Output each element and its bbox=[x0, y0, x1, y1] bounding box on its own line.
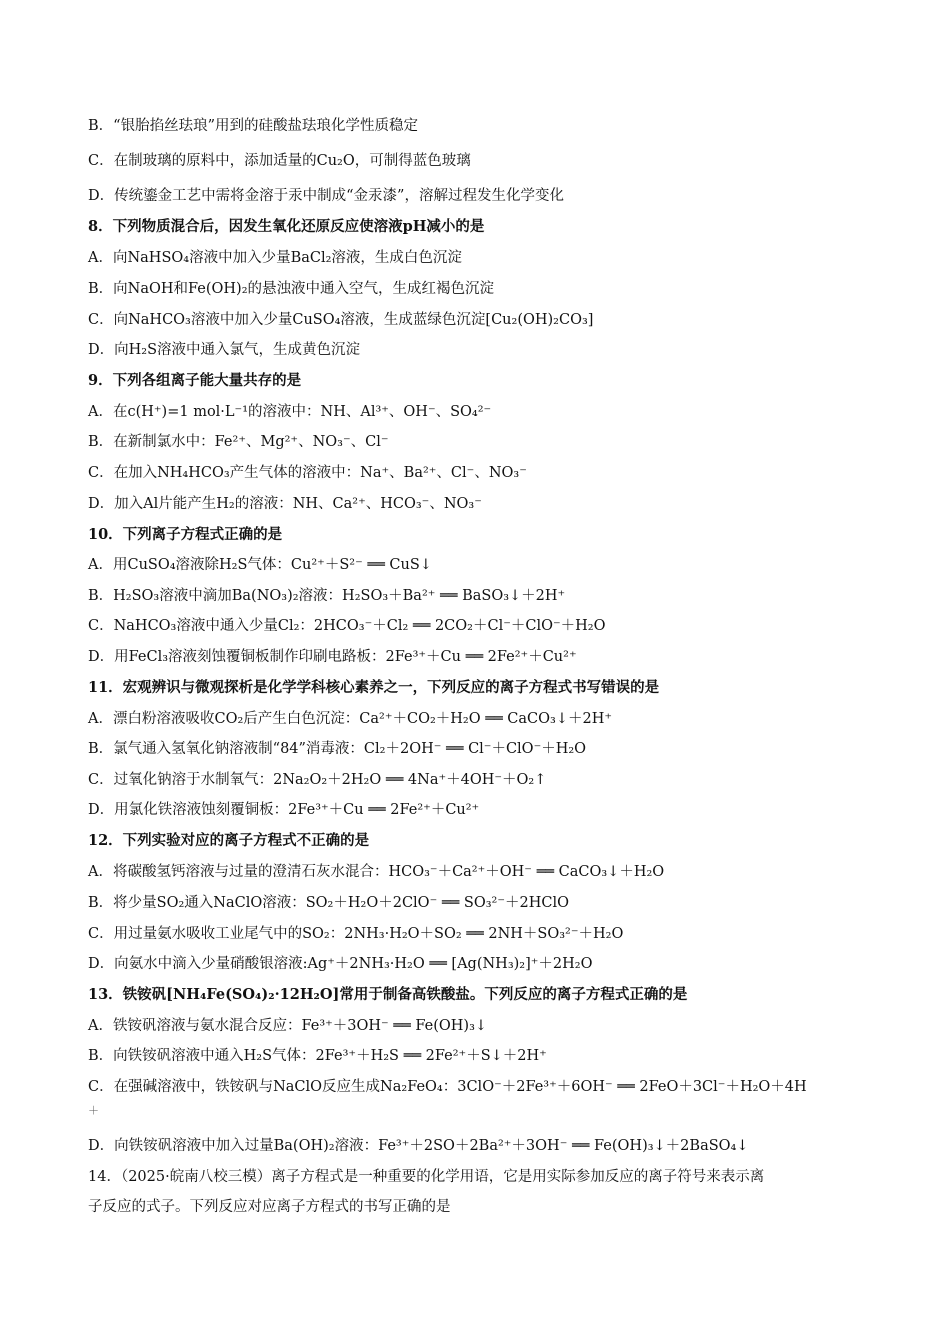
option-a-8: A．向NaHSO₄溶液中加入少量BaCl₂溶液，生成白色沉淀 bbox=[88, 250, 462, 266]
option-d-9: D．加入Al片能产生H₂的溶液：NH、Ca²⁺、HCO₃⁻、NO₃⁻ bbox=[88, 496, 482, 512]
option-d-8: D．向H₂S溶液中通入氯气，生成黄色沉淀 bbox=[88, 342, 361, 358]
question-12: 12．下列实验对应的离子方程式不正确的是 bbox=[88, 832, 370, 849]
question-13: 13．铁铵矾[NH₄Fe(SO₄)₂·12H₂O]常用于制备高铁酸盐。下列反应的离子方程式正确的是 bbox=[88, 986, 688, 1003]
option-c-13-continued: ＋ bbox=[88, 1104, 99, 1117]
option-c-11: C．过氧化钠溶于水制氧气：2Na₂O₂＋2H₂O ══ 4Na⁺＋4OH⁻＋O₂↑ bbox=[88, 772, 547, 788]
option-a-10: A．用CuSO₄溶液除H₂S气体：Cu²⁺＋S²⁻ ══ CuS↓ bbox=[88, 557, 432, 573]
option-b-12: B．将少量SO₂通入NaClO溶液：SO₂＋H₂O＋2ClO⁻ ══ SO₃²⁻＋2HClO bbox=[88, 895, 569, 911]
option-c-7: C．在制玻璃的原料中，添加适量的Cu₂O，可制得蓝色玻璃 bbox=[88, 153, 471, 169]
option-b-7: B．“银胎掐丝珐琅”用到的硅酸盐珐琅化学性质稳定 bbox=[88, 118, 418, 134]
option-c-8: C．向NaHCO₃溶液中加入少量CuSO₄溶液，生成蓝绿色沉淀[Cu₂(OH)₂CO₃] bbox=[88, 312, 594, 328]
option-a-13: A．铁铵矾溶液与氨水混合反应：Fe³⁺＋3OH⁻ ══ Fe(OH)₃↓ bbox=[88, 1018, 488, 1034]
question-14-continued: 子反应的式子。下列反应对应离子方程式的书写正确的是 bbox=[88, 1199, 451, 1215]
option-d-10: D．用FeCl₃溶液刻蚀覆铜板制作印刷电路板：2Fe³⁺＋Cu ══ 2Fe²⁺＋Cu²⁺ bbox=[88, 649, 577, 665]
option-a-11: A．漂白粉溶液吸收CO₂后产生白色沉淀：Ca²⁺＋CO₂＋H₂O ══ CaCO₃↓＋2H⁺ bbox=[88, 711, 612, 727]
question-11: 11．宏观辨识与微观探析是化学学科核心素养之一，下列反应的离子方程式书写错误的是 bbox=[88, 679, 660, 696]
option-b-8: B．向NaOH和Fe(OH)₂的悬浊液中通入空气，生成红褐色沉淀 bbox=[88, 281, 495, 297]
option-c-13: C．在强碱溶液中，铁铵矾与NaClO反应生成Na₂FeO₄：3ClO⁻＋2Fe³⁺＋6OH⁻ ══ 2FeO＋3Cl⁻＋H₂O＋4H bbox=[88, 1079, 807, 1095]
question-14: 14．（2025·皖南八校三模）离子方程式是一种重要的化学用语，它是用实际参加反应的离子符号来表示离 bbox=[88, 1169, 765, 1185]
option-d-12: D．向氨水中滴入少量硝酸银溶液:Ag⁺＋2NH₃·H₂O ══ [Ag(NH₃)₂]⁺＋2H₂O bbox=[88, 956, 593, 972]
option-b-9: B．在新制氯水中：Fe²⁺、Mg²⁺、NO₃⁻、Cl⁻ bbox=[88, 434, 389, 450]
option-a-9: A．在c(H⁺)=1 mol·L⁻¹的溶液中：NH、Al³⁺、OH⁻、SO₄²⁻ bbox=[88, 404, 492, 420]
question-8: 8．下列物质混合后，因发生氧化还原反应使溶液pH减小的是 bbox=[88, 218, 485, 235]
option-b-10: B．H₂SO₃溶液中滴加Ba(NO₃)₂溶液：H₂SO₃＋Ba²⁺ ══ BaSO₃↓＋2H⁺ bbox=[88, 588, 566, 604]
option-a-12: A．将碳酸氢钙溶液与过量的澄清石灰水混合：HCO₃⁻＋Ca²⁺＋OH⁻ ══ CaCO₃↓＋H₂O bbox=[88, 864, 665, 880]
option-b-11: B．氯气通入氢氧化钠溶液制“84”消毒液：Cl₂＋2OH⁻ ══ Cl⁻＋ClO⁻＋H₂O bbox=[88, 741, 587, 757]
option-d-7: D．传统鎏金工艺中需将金溶于汞中制成“金汞漆”，溶解过程发生化学变化 bbox=[88, 188, 564, 204]
option-d-13: D．向铁铵矾溶液中加入过量Ba(OH)₂溶液：Fe³⁺＋2SO＋2Ba²⁺＋3OH⁻ ══ Fe(OH)₃↓＋2BaSO₄↓ bbox=[88, 1138, 749, 1154]
option-c-10: C．NaHCO₃溶液中通入少量Cl₂：2HCO₃⁻＋Cl₂ ══ 2CO₂＋Cl⁻＋ClO⁻＋H₂O bbox=[88, 618, 606, 634]
question-9: 9．下列各组离子能大量共存的是 bbox=[88, 372, 302, 389]
option-c-12: C．用过量氨水吸收工业尾气中的SO₂：2NH₃·H₂O＋SO₂ ══ 2NH＋SO₃²⁻＋H₂O bbox=[88, 926, 624, 942]
option-b-13: B．向铁铵矾溶液中通入H₂S气体：2Fe³⁺＋H₂S ══ 2Fe²⁺＋S↓＋2H⁺ bbox=[88, 1048, 547, 1064]
option-c-9: C．在加入NH₄HCO₃产生气体的溶液中：Na⁺、Ba²⁺、Cl⁻、NO₃⁻ bbox=[88, 465, 527, 481]
option-d-11: D．用氯化铁溶液蚀刻覆铜板：2Fe³⁺＋Cu ══ 2Fe²⁺＋Cu²⁺ bbox=[88, 802, 480, 818]
question-10: 10．下列离子方程式正确的是 bbox=[88, 526, 283, 543]
